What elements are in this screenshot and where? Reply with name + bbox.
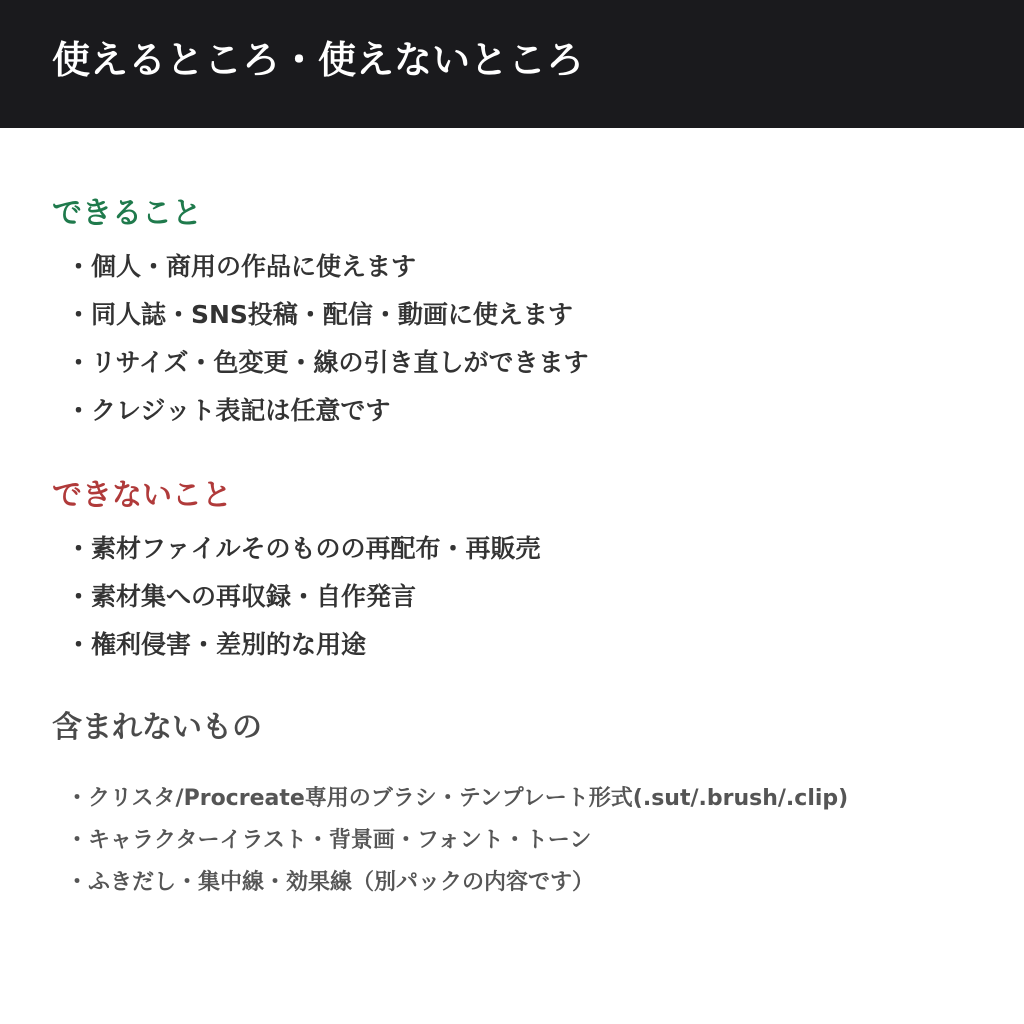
list-item: ・同人誌・SNS投稿・配信・動画に使えます [66,300,573,329]
list-item: ・キャラクターイラスト・背景画・フォント・トーン [66,828,592,853]
list-item: ・クリスタ/Procreate専用のブラシ・テンプレート形式(.sut/.brush/.clip) [66,786,849,811]
list-item: ・権利侵害・差別的な用途 [66,630,367,659]
can-do-section [52,194,589,435]
cannot-do-section [52,476,541,669]
cannot-do-list [52,525,541,669]
list-item: ・クレジット表記は任意です [66,396,391,425]
not-included-section [52,708,848,904]
can-do-heading: できること [52,196,202,231]
page-header [0,0,1024,128]
page-title: 使えるところ・使えないところ [52,38,585,82]
list-item: ・リサイズ・色変更・線の引き直しができます [66,348,589,377]
not-included-heading: 含まれないもの [52,710,262,745]
list-item: ・素材ファイルそのものの再配布・再販売 [66,534,541,563]
list-item: ・個人・商用の作品に使えます [66,252,417,281]
cannot-do-heading: できないこと [52,478,232,513]
can-do-list [52,243,589,435]
not-included-list [52,778,848,904]
list-item: ・素材集への再収録・自作発言 [66,582,417,611]
list-item: ・ふきだし・集中線・効果線（別パックの内容です） [66,870,595,895]
